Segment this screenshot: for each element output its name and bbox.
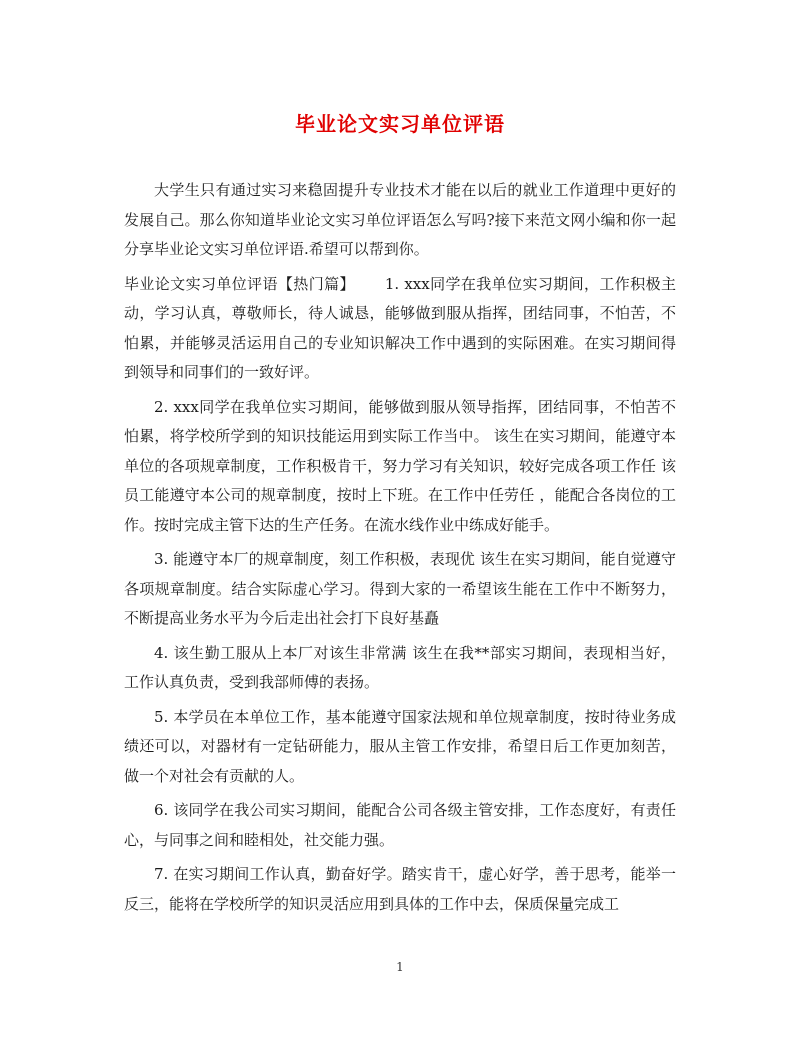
document-body bbox=[124, 176, 676, 924]
comment-item-4: 4. 该生勤工服从上本厂对该生非常满 该生在我**部实习期间，表现相当好， 工作认真负责，受到我部师傅的表扬。 bbox=[124, 643, 676, 691]
comment-item-3: 3. 能遵守本厂的规章制度，刻工作积极，表现优 该生在实习期间，能自觉遵守各项规章制度。结合实际虚心学习。得到大家的一希望该生能在工作中不断努力，不断提高业务水平为今后走出社会打下良好基矗 bbox=[124, 550, 676, 627]
page-number: 1 bbox=[396, 960, 404, 974]
comment-item-5: 5. 本学员在本单位工作，基本能遵守国家法规和单位规章制度，按时待业务成绩还可以，对器材有一定钻研能力，服从主管工作安排，希望日后工作更加刻苦，做一个对社会有贡献的人。 bbox=[124, 707, 676, 785]
comment-item-2: 2. xxx同学在我单位实习期间，能够做到服从领导指挥，团结同事，不怕苦不怕累，将学校所学到的知识技能运用到实际工作当中。 该生在实习期间，能遵守本单位的各项规章制度，工作积极肯干，努力学习有关知识，较好完成各项工作任 该员工能遵守本公司的规章制度，按时上下班。在工作中任劳任 ，能配合各岗位的工作。按时完成主管下达的生产任务。在流水线作业中练成好能手。 bbox=[124, 397, 676, 534]
comment-item-1: 1. xxx同学在我单位实习期间，工作积极主动，学习认真，尊敬师长，待人诚恳，能够做到服从指挥，团结同事，不怕苦，不怕累，并能够灵活运用自己的专业知识解决工作中遇到的实际困难。在实习期间得到领导和同事们的一致好评。 bbox=[124, 274, 676, 381]
section-paragraph bbox=[124, 270, 676, 388]
comment-item-6: 6. 该同学在我公司实习期间，能配合公司各级主管安排，工作态度好，有责任心，与同事之间和睦相处，社交能力强。 bbox=[124, 801, 676, 849]
intro-paragraph: 大学生只有通过实习来稳固提升专业技术才能在以后的就业工作道理中更好的发展自己。那么你知道毕业论文实习单位评语怎么写吗?接下来范文网小编和你一起分享毕业论文实习单位评语.希望可以帮到你。 bbox=[124, 181, 676, 258]
section-heading: 毕业论文实习单位评语【热门篇】 bbox=[124, 274, 355, 293]
comment-item-7: 7. 在实习期间工作认真，勤奋好学。踏实肯干，虚心好学，善于思考，能举一反三，能将在学校所学的知识灵活应用到具体的工作中去，保质保量完成工 bbox=[124, 865, 676, 913]
document-title: 毕业论文实习单位评语 bbox=[295, 112, 505, 136]
